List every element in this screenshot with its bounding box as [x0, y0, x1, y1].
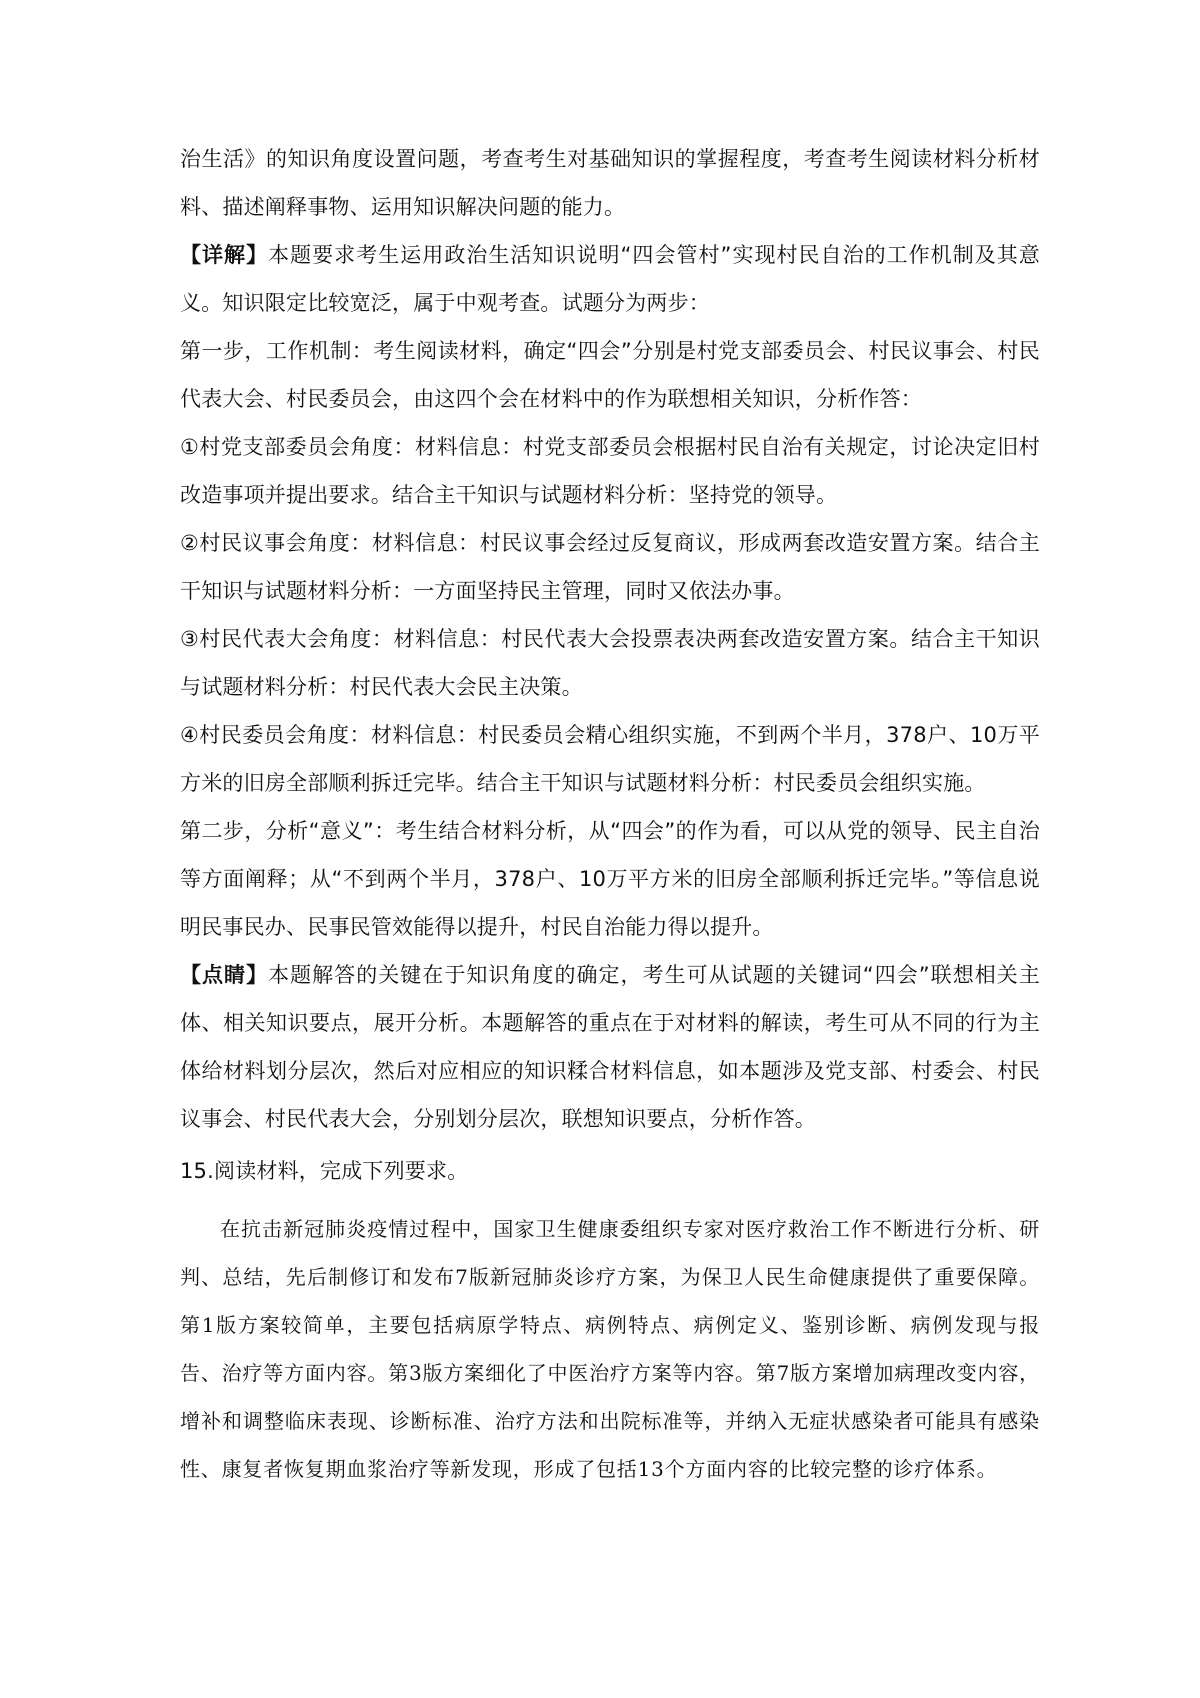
point-one-text: ①村党支部委员会角度：材料信息：村党支部委员会根据村民自治有关规定，讨论决定旧村改造事项并提出要求。结合主干知识与试题材料分析：坚持党的领导。 [180, 435, 1040, 507]
step-one-paragraph [180, 327, 1040, 423]
highlight-tag: 【点睛】 [180, 963, 269, 987]
analysis-intro-paragraph [180, 135, 1040, 231]
point-three-paragraph [180, 615, 1040, 711]
highlight-text: 本题解答的关键在于知识角度的确定，考生可从试题的关键词“四会”联想相关主体、相关知识要点，展开分析。本题解答的重点在于对材料的解读，考生可从不同的行为主体给材料划分层次，然后对应相应的知识糅合材料信息，如本题涉及党支部、村委会、村民议事会、村民代表大会，分别划分层次，联想知识要点，分析作答。 [180, 963, 1040, 1131]
document-body [180, 135, 1040, 1493]
analysis-intro-text: 治生活》的知识角度设置问题，考查考生对基础知识的掌握程度，考查考生阅读材料分析材料、描述阐释事物、运用知识解决问题的能力。 [180, 147, 1040, 219]
highlight-paragraph [180, 951, 1040, 1143]
step-two-paragraph [180, 807, 1040, 951]
step-two-text: 第二步，分析“意义”：考生结合材料分析，从“四会”的作为看，可以从党的领导、民主自治等方面阐释；从“不到两个半月，378户、10万平方米的旧房全部顺利拆迁完毕。”等信息说明民事民办、民事民管效能得以提升，村民自治能力得以提升。 [180, 819, 1040, 939]
material-paragraph: 在抗击新冠肺炎疫情过程中，国家卫生健康委组织专家对医疗救治工作不断进行分析、研判、总结，先后制修订和发布7版新冠肺炎诊疗方案，为保卫人民生命健康提供了重要保障。第1版方案较简单，主要包括病原学特点、病例特点、病例定义、鉴别诊断、病例发现与报告、治疗等方面内容。第3版方案细化了中医治疗方案等内容。第7版方案增加病理改变内容，增补和调整临床表现、诊断标准、治疗方法和出院标准等，并纳入无症状感染者可能具有感染性、康复者恢复期血浆治疗等新发现，形成了包括13个方面内容的比较完整的诊疗体系。 [180, 1217, 1040, 1481]
point-two-text: ②村民议事会角度：材料信息：村民议事会经过反复商议，形成两套改造安置方案。结合主干知识与试题材料分析：一方面坚持民主管理，同时又依法办事。 [180, 531, 1040, 603]
step-one-text: 第一步，工作机制：考生阅读材料，确定“四会”分别是村党支部委员会、村民议事会、村民代表大会、村民委员会，由这四个会在材料中的作为联想相关知识，分析作答： [180, 339, 1040, 411]
point-one-paragraph [180, 423, 1040, 519]
point-four-text: ④村民委员会角度：材料信息：村民委员会精心组织实施，不到两个半月，378户、10万平方米的旧房全部顺利拆迁完毕。结合主干知识与试题材料分析：村民委员会组织实施。 [180, 723, 1040, 795]
point-four-paragraph [180, 711, 1040, 807]
point-two-paragraph [180, 519, 1040, 615]
detail-text: 本题要求考生运用政治生活知识说明“四会管村”实现村民自治的工作机制及其意义。知识限定比较宽泛，属于中观考查。试题分为两步： [180, 243, 1040, 315]
detail-paragraph [180, 231, 1040, 327]
detail-tag: 【详解】 [180, 243, 269, 267]
point-three-text: ③村民代表大会角度：材料信息：村民代表大会投票表决两套改造安置方案。结合主干知识与试题材料分析：村民代表大会民主决策。 [180, 627, 1040, 699]
question-heading: 15.阅读材料，完成下列要求。 [180, 1159, 469, 1183]
